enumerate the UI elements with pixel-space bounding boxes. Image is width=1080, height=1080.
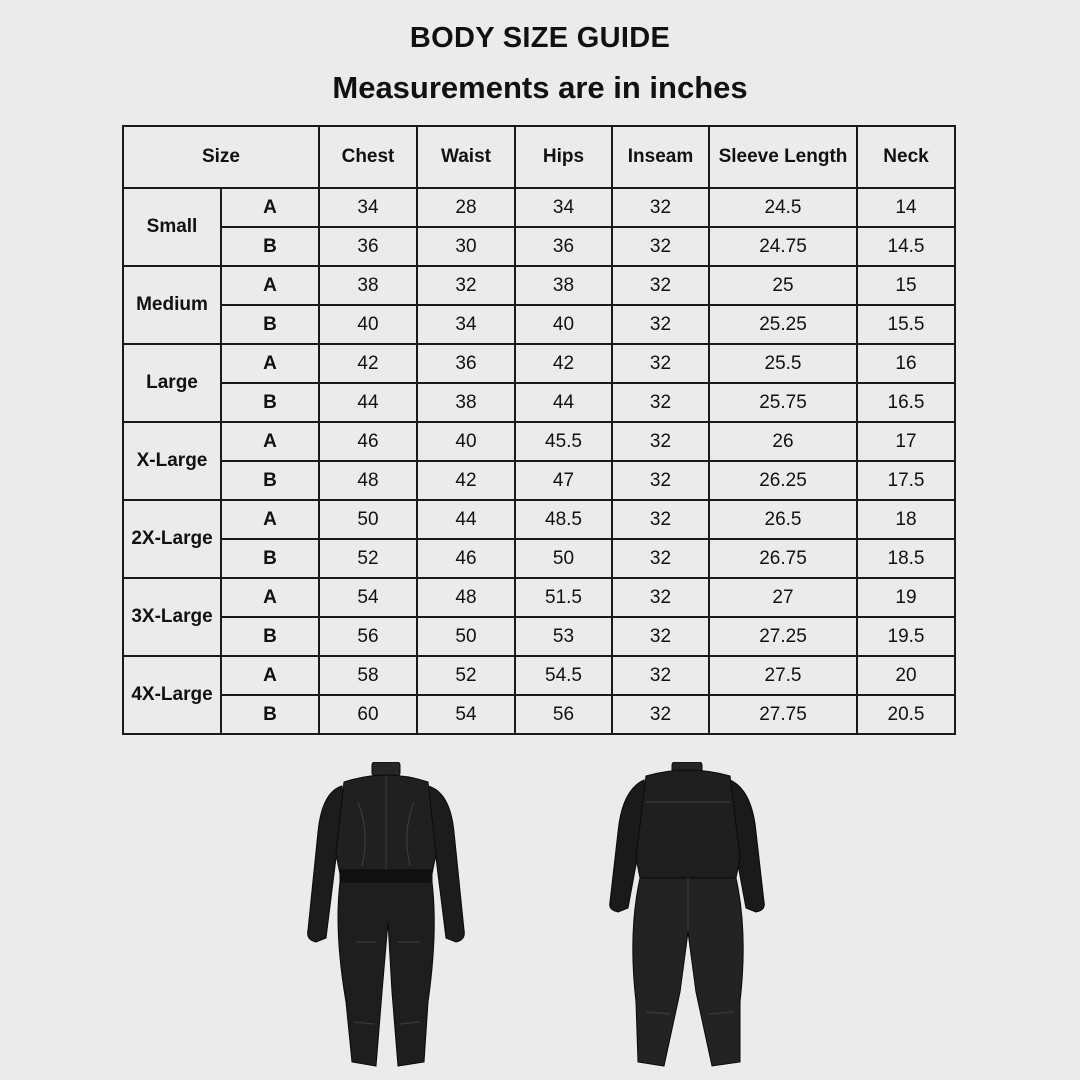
cell-waist: 36 [417, 344, 515, 383]
cell-inseam: 32 [612, 539, 709, 578]
cell-hips: 42 [515, 344, 612, 383]
cell-hips: 34 [515, 188, 612, 227]
cell-inseam: 32 [612, 500, 709, 539]
header-neck: Neck [857, 126, 955, 188]
cell-inseam: 32 [612, 695, 709, 734]
cell-chest: 38 [319, 266, 417, 305]
cell-chest: 56 [319, 617, 417, 656]
cell-waist: 28 [417, 188, 515, 227]
cell-inseam: 32 [612, 422, 709, 461]
cell-neck: 15.5 [857, 305, 955, 344]
table-row [123, 188, 955, 227]
cell-hips: 50 [515, 539, 612, 578]
cell-waist: 48 [417, 578, 515, 617]
cell-inseam: 32 [612, 461, 709, 500]
cell-chest: 58 [319, 656, 417, 695]
cell-hips: 53 [515, 617, 612, 656]
cell-neck: 20.5 [857, 695, 955, 734]
cell-chest: 34 [319, 188, 417, 227]
table-row [123, 266, 955, 305]
cell-sleeve: 25.75 [709, 383, 857, 422]
size-group-label: 4X-Large [123, 656, 221, 734]
cell-sleeve: 24.75 [709, 227, 857, 266]
size-variant-label: A [221, 500, 319, 539]
cell-sleeve: 24.5 [709, 188, 857, 227]
cell-hips: 54.5 [515, 656, 612, 695]
cell-chest: 42 [319, 344, 417, 383]
cell-inseam: 32 [612, 227, 709, 266]
cell-neck: 20 [857, 656, 955, 695]
cell-inseam: 32 [612, 578, 709, 617]
header-sleeve-length: Sleeve Length [709, 126, 857, 188]
table-row [123, 227, 955, 266]
cell-waist: 30 [417, 227, 515, 266]
header-hips: Hips [515, 126, 612, 188]
size-group-label: Medium [123, 266, 221, 344]
cell-chest: 50 [319, 500, 417, 539]
cell-inseam: 32 [612, 305, 709, 344]
cell-inseam: 32 [612, 188, 709, 227]
cell-waist: 54 [417, 695, 515, 734]
cell-waist: 42 [417, 461, 515, 500]
cell-neck: 18 [857, 500, 955, 539]
cell-hips: 51.5 [515, 578, 612, 617]
cell-sleeve: 27.5 [709, 656, 857, 695]
cell-sleeve: 26.75 [709, 539, 857, 578]
cell-waist: 46 [417, 539, 515, 578]
cell-waist: 44 [417, 500, 515, 539]
size-group-label: Large [123, 344, 221, 422]
size-variant-label: B [221, 539, 319, 578]
cell-inseam: 32 [612, 617, 709, 656]
cell-hips: 40 [515, 305, 612, 344]
size-variant-label: A [221, 344, 319, 383]
table-row [123, 422, 955, 461]
size-group-label: Small [123, 188, 221, 266]
header-waist: Waist [417, 126, 515, 188]
leather-jumpsuit-back-image [600, 762, 775, 1072]
size-variant-label: B [221, 305, 319, 344]
cell-neck: 14 [857, 188, 955, 227]
size-variant-label: B [221, 227, 319, 266]
cell-sleeve: 26.25 [709, 461, 857, 500]
table-row [123, 656, 955, 695]
cell-sleeve: 27.75 [709, 695, 857, 734]
cell-inseam: 32 [612, 266, 709, 305]
cell-hips: 47 [515, 461, 612, 500]
cell-chest: 60 [319, 695, 417, 734]
header-size: Size [123, 126, 319, 188]
cell-sleeve: 26 [709, 422, 857, 461]
cell-inseam: 32 [612, 656, 709, 695]
cell-sleeve: 25.25 [709, 305, 857, 344]
cell-sleeve: 27.25 [709, 617, 857, 656]
cell-hips: 56 [515, 695, 612, 734]
cell-neck: 19.5 [857, 617, 955, 656]
cell-neck: 15 [857, 266, 955, 305]
cell-waist: 34 [417, 305, 515, 344]
size-variant-label: B [221, 461, 319, 500]
cell-sleeve: 25 [709, 266, 857, 305]
cell-sleeve: 27 [709, 578, 857, 617]
cell-inseam: 32 [612, 383, 709, 422]
cell-chest: 48 [319, 461, 417, 500]
cell-chest: 52 [319, 539, 417, 578]
size-variant-label: A [221, 266, 319, 305]
cell-sleeve: 25.5 [709, 344, 857, 383]
cell-waist: 50 [417, 617, 515, 656]
cell-hips: 38 [515, 266, 612, 305]
table-row [123, 539, 955, 578]
cell-chest: 40 [319, 305, 417, 344]
table-row [123, 305, 955, 344]
cell-hips: 48.5 [515, 500, 612, 539]
header-inseam: Inseam [612, 126, 709, 188]
size-variant-label: B [221, 695, 319, 734]
cell-neck: 14.5 [857, 227, 955, 266]
cell-inseam: 32 [612, 344, 709, 383]
header-row [123, 126, 955, 188]
leather-jumpsuit-front-image [300, 762, 470, 1072]
size-variant-label: B [221, 617, 319, 656]
page-subtitle: Measurements are in inches [332, 70, 748, 105]
cell-neck: 17 [857, 422, 955, 461]
size-group-label: 2X-Large [123, 500, 221, 578]
cell-chest: 44 [319, 383, 417, 422]
cell-neck: 18.5 [857, 539, 955, 578]
cell-waist: 38 [417, 383, 515, 422]
table-body [123, 188, 955, 734]
table-row [123, 578, 955, 617]
size-variant-label: B [221, 383, 319, 422]
cell-waist: 52 [417, 656, 515, 695]
table-row [123, 695, 955, 734]
size-variant-label: A [221, 422, 319, 461]
table-row [123, 383, 955, 422]
cell-neck: 19 [857, 578, 955, 617]
table-row [123, 500, 955, 539]
cell-neck: 16 [857, 344, 955, 383]
cell-chest: 54 [319, 578, 417, 617]
header-chest: Chest [319, 126, 417, 188]
cell-waist: 40 [417, 422, 515, 461]
size-variant-label: A [221, 656, 319, 695]
table-row [123, 344, 955, 383]
size-variant-label: A [221, 578, 319, 617]
cell-hips: 45.5 [515, 422, 612, 461]
cell-hips: 44 [515, 383, 612, 422]
cell-waist: 32 [417, 266, 515, 305]
table-row [123, 461, 955, 500]
cell-neck: 17.5 [857, 461, 955, 500]
cell-chest: 36 [319, 227, 417, 266]
cell-neck: 16.5 [857, 383, 955, 422]
table-row [123, 617, 955, 656]
cell-hips: 36 [515, 227, 612, 266]
size-table [122, 125, 956, 735]
cell-chest: 46 [319, 422, 417, 461]
size-group-label: 3X-Large [123, 578, 221, 656]
size-variant-label: A [221, 188, 319, 227]
size-group-label: X-Large [123, 422, 221, 500]
cell-sleeve: 26.5 [709, 500, 857, 539]
page-title: BODY SIZE GUIDE [409, 22, 671, 54]
